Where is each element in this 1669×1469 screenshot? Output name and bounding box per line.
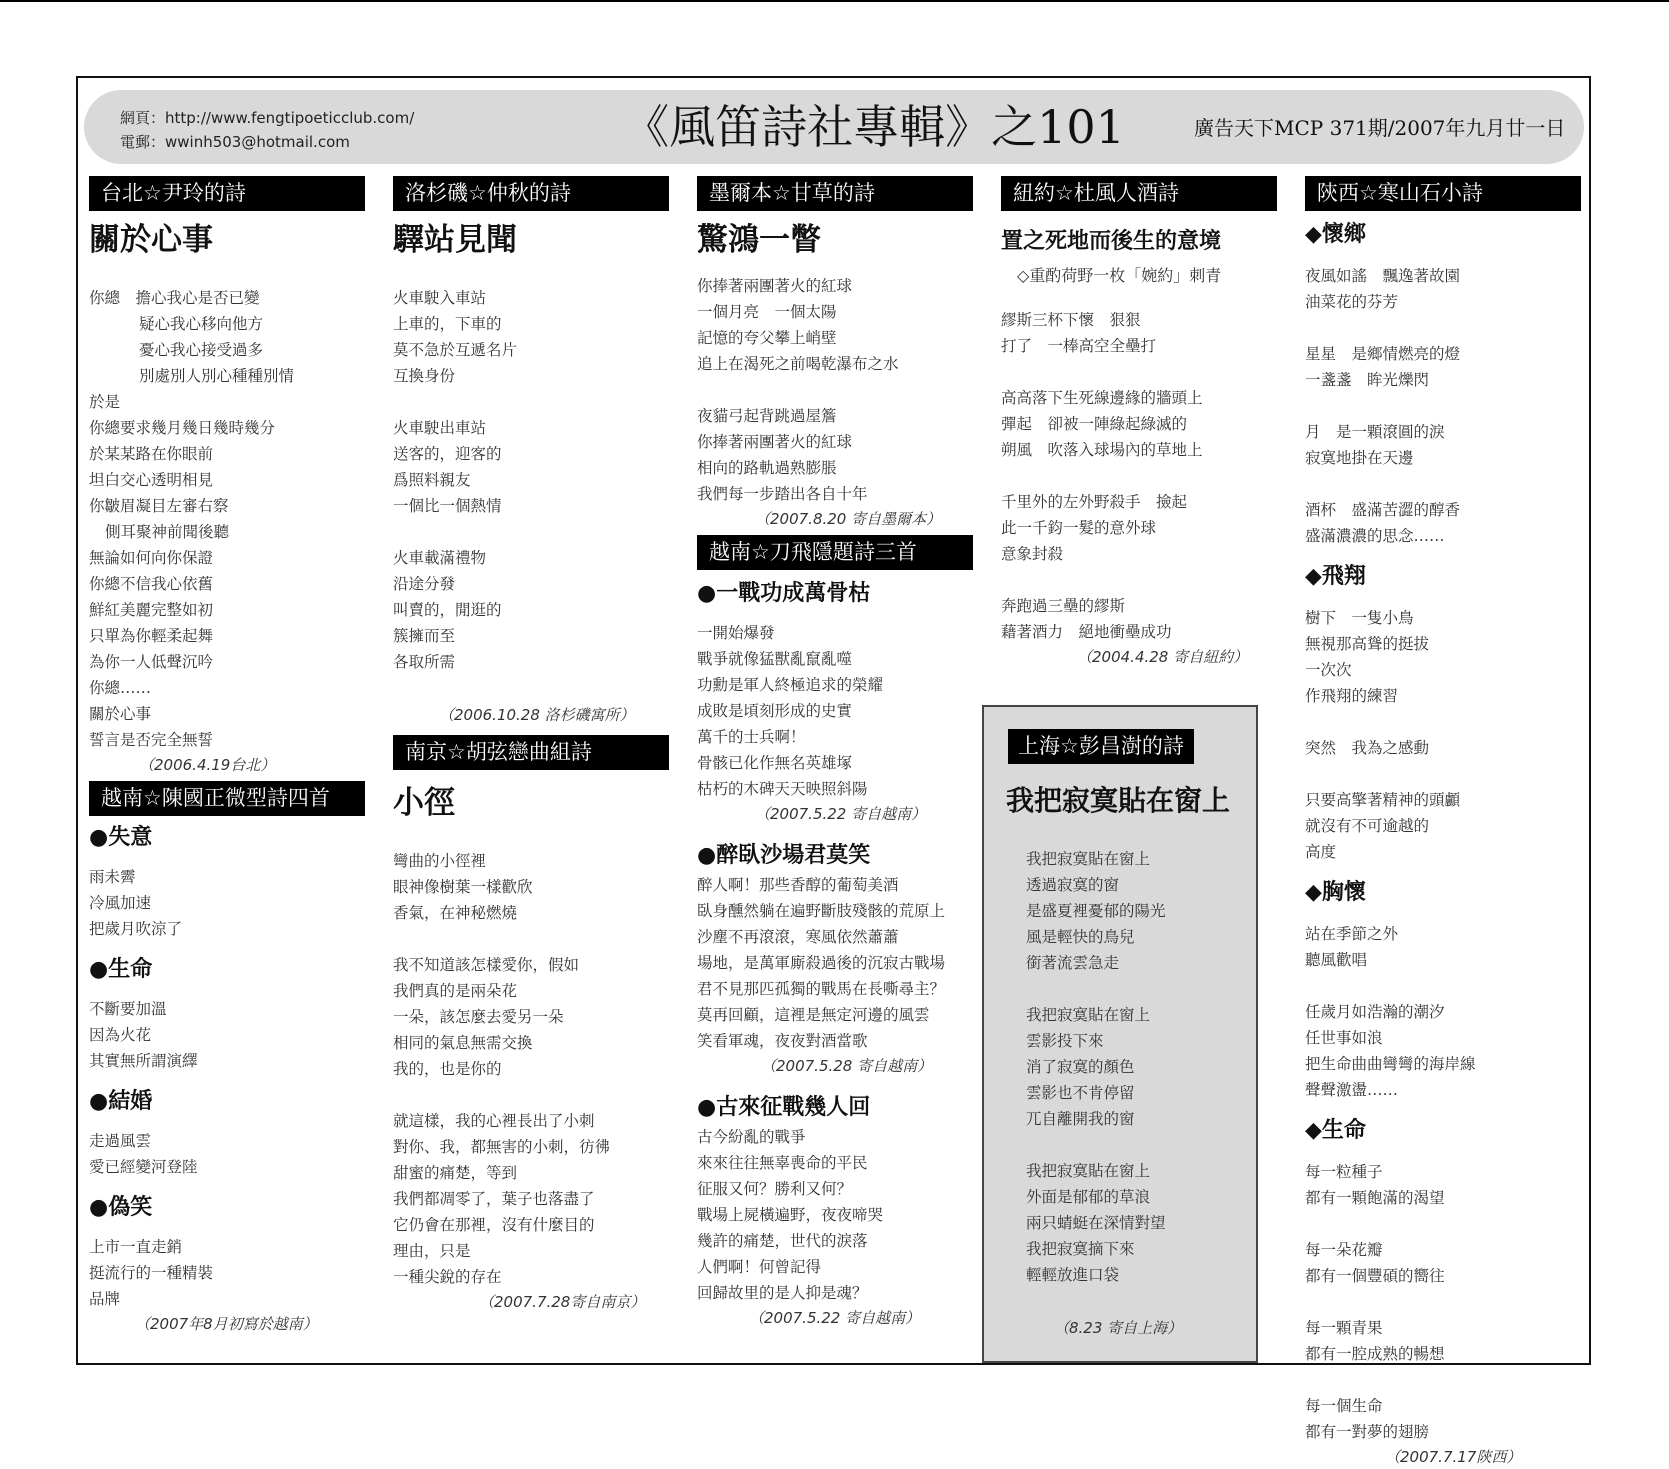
poem-line: 都有一個豐碩的嚮往 — [1305, 1267, 1445, 1285]
stanza-gap — [393, 1082, 669, 1108]
poem-body — [89, 864, 365, 942]
poem-line: 古今紛亂的戰爭 — [697, 1128, 806, 1146]
poem-line: 千里外的左外野殺手 撿起 — [1001, 493, 1188, 511]
stanza-gap — [1305, 1211, 1581, 1237]
poem-signature: （2007.7.28寄自南京） — [479, 1293, 646, 1311]
website-text: 網頁：http://www.fengtipoeticclub.com/ — [120, 109, 415, 127]
poem-line: 征服又何？勝利又何？ — [697, 1180, 853, 1198]
poem-line: 我把寂寞貼在窗上 — [1026, 850, 1151, 868]
poem-line: 朔風 吹落入球場內的草地上 — [1001, 441, 1203, 459]
poem-line: 每一粒種子 — [1305, 1163, 1383, 1181]
issue-info: 廣告天下MCP 371期/2007年九月廿一日 — [1194, 116, 1566, 140]
poem-line: 回歸故里的是人抑是魂？ — [697, 1284, 868, 1302]
poem-line: 爲照料親友 — [393, 471, 471, 489]
poem-line: 沙塵不再滾滾，寒風依然蕭蕭 — [697, 928, 899, 946]
stanza-gap — [1001, 463, 1277, 489]
poem-body — [1305, 1159, 1581, 1445]
poem-line: 都有一對夢的翅膀 — [1305, 1423, 1430, 1441]
stanza-gap — [1001, 359, 1277, 385]
stanza-gap — [1305, 761, 1581, 787]
poem-line: 你捧著兩團著火的紅球 — [697, 433, 853, 451]
shanghai-box — [982, 705, 1258, 1363]
poem-line: 疑心我心移向他方 — [139, 315, 264, 333]
poem-title: 小徑 — [393, 785, 455, 821]
stanza-gap — [393, 389, 669, 415]
column-shaanxi — [1305, 176, 1581, 1469]
poem-note: ◇重酌荷野一枚「婉約」刺青 — [1017, 266, 1222, 285]
poem-subtitle: ●生命 — [89, 957, 153, 982]
poem-subtitle: ◆胸懷 — [1305, 880, 1366, 905]
poem-line: 你總要求幾月幾日幾時幾分 — [89, 419, 276, 437]
section-heading: 洛杉磯☆仲秋的詩 — [393, 176, 669, 211]
poem-line: 火車駛入車站 — [393, 289, 487, 307]
poem-line: 枯朽的木碑天天映照斜陽 — [697, 780, 868, 798]
column-los-angeles — [393, 176, 669, 1314]
stanza-gap — [1026, 976, 1256, 1002]
poem-line: 星星 是鄉情燃亮的燈 — [1305, 345, 1461, 363]
section-heading: 越南☆刀飛隱題詩三首 — [697, 535, 973, 570]
poem-line: 互換身份 — [393, 367, 456, 385]
poem-line: 銜著流雲急走 — [1026, 954, 1120, 972]
poem-line: 你皺眉凝目左審右察 — [89, 497, 229, 515]
poem-line: 上市一直走銷 — [89, 1238, 183, 1256]
stanza-gap — [1305, 471, 1581, 497]
poem-line: 骨骸已化作無名英雄塚 — [697, 754, 853, 772]
poem-line: 萬千的士兵啊！ — [697, 728, 806, 746]
poem-line: 一開始爆發 — [697, 624, 775, 642]
poem-line: 香氣，在神秘燃燒 — [393, 904, 518, 922]
poem-line: 追上在渴死之前喝乾瀑布之水 — [697, 355, 899, 373]
section-heading: 南京☆胡弦戀曲組詩 — [393, 735, 669, 770]
poem-line: 外面是郁郁的草浪 — [1026, 1188, 1151, 1206]
poem-body — [697, 620, 973, 802]
poem-line: 相向的路軌過熟膨脹 — [697, 459, 837, 477]
poem-line: 我把寂寞貼在窗上 — [1026, 1006, 1151, 1024]
poem-line: 站在季節之外 — [1305, 925, 1399, 943]
poem-line: 樹下 一隻小鳥 — [1305, 609, 1414, 627]
poem-line: 憂心我心接受過多 — [139, 341, 264, 359]
poem-line: 挺流行的一種精裝 — [89, 1264, 214, 1282]
poem-line: 雨未霽 — [89, 868, 136, 886]
poem-line: 作飛翔的練習 — [1305, 687, 1399, 705]
poem-line: 莫再回顧，這裡是無定河邊的風雲 — [697, 1006, 930, 1024]
poem-signature: （2007年8月初寫於越南） — [135, 1315, 318, 1333]
poem-line: 繆斯三杯下懷 狠狠 — [1001, 311, 1141, 329]
poem-line: 冷風加速 — [89, 894, 152, 912]
poem-line: 醉人啊！那些香醇的葡萄美酒 — [697, 876, 899, 894]
poem-line: 我的，也是你的 — [393, 1060, 502, 1078]
poem-line: 我們都凋零了，葉子也落盡了 — [393, 1190, 595, 1208]
stanza-gap — [697, 377, 973, 403]
poem-line: 高高落下生死線邊緣的牆頭上 — [1001, 389, 1203, 407]
poem-line: 每一顆青果 — [1305, 1319, 1383, 1337]
poem-line: 月 是一顆滾圓的淚 — [1305, 423, 1445, 441]
poem-signature: （2006.4.19台北） — [139, 756, 276, 774]
section-heading: 台北☆尹玲的詩 — [89, 176, 365, 211]
poem-line: 雲影也不肯停留 — [1026, 1084, 1135, 1102]
poem-line: 因為火花 — [89, 1026, 152, 1044]
poem-body — [89, 285, 365, 753]
stanza-gap — [393, 926, 669, 952]
poem-body — [89, 996, 365, 1074]
poem-line: 別處別人別心種種別情 — [139, 367, 295, 385]
column-new-york — [1001, 176, 1277, 669]
poem-title: 關於心事 — [89, 222, 213, 258]
poem-body — [89, 1128, 365, 1180]
poem-line: 眼神像樹葉一樣歡欣 — [393, 878, 533, 896]
poem-signature: （2007.5.22 寄自越南） — [755, 805, 927, 823]
poem-line: 此一千鈞一髮的意外球 — [1001, 519, 1157, 537]
poem-line: 是盛夏裡憂郁的陽光 — [1026, 902, 1166, 920]
poem-line: 彈起 卻被一陣綠起綠滅的 — [1001, 415, 1188, 433]
poem-line: 我們每一步踏出各自十年 — [697, 485, 868, 503]
poem-body — [697, 273, 973, 507]
stanza-gap — [1305, 315, 1581, 341]
poem-body — [393, 848, 669, 1290]
poem-subtitle: ●偽笑 — [89, 1195, 153, 1220]
poem-line: 打了 一棒高空全壘打 — [1001, 337, 1157, 355]
poem-subtitle: ◆飛翔 — [1305, 564, 1366, 589]
stanza-gap — [1026, 1132, 1256, 1158]
poem-line: 功勳是軍人終極追求的榮耀 — [697, 676, 884, 694]
poem-line: 寂寞地掛在天邊 — [1305, 449, 1414, 467]
poem-line: 來來往往無辜喪命的平民 — [697, 1154, 868, 1172]
poem-line: 火車載滿禮物 — [393, 549, 487, 567]
poem-line: 理由，只是 — [393, 1242, 471, 1260]
poem-signature: （2004.4.28 寄自紐約） — [1077, 648, 1249, 666]
poem-line: 愛已經變河登陸 — [89, 1158, 198, 1176]
section-heading: 越南☆陳國正微型詩四首 — [89, 781, 365, 816]
poem-line: 每一朵花瓣 — [1305, 1241, 1383, 1259]
poem-subtitle: ◆生命 — [1305, 1118, 1366, 1143]
contact-info — [120, 106, 414, 154]
poem-line: 酒杯 盛滿苦澀的醇香 — [1305, 501, 1461, 519]
poem-body — [1305, 263, 1581, 549]
poem-line: 只單為你輕柔起舞 — [89, 627, 214, 645]
poem-line: 一朵，該怎麼去愛另一朵 — [393, 1008, 564, 1026]
poem-line: 其實無所謂演繹 — [89, 1052, 198, 1070]
poem-signature: （2007.5.28 寄自越南） — [761, 1057, 933, 1075]
poem-body — [1026, 846, 1256, 1288]
poem-line: 人們啊！何曾記得 — [697, 1258, 822, 1276]
poem-line: 於某某路在你眼前 — [89, 445, 214, 463]
poem-subtitle: ◆懷鄉 — [1305, 222, 1366, 247]
poem-title: 驛站見聞 — [393, 222, 517, 258]
poem-line: 沿途分發 — [393, 575, 456, 593]
poem-signature: （2006.10.28 洛杉磯寓所） — [439, 706, 635, 724]
stanza-gap — [393, 519, 669, 545]
poem-subtitle: ●一戰功成萬骨枯 — [697, 581, 871, 606]
poem-line: 戰場上屍橫遍野，夜夜啼哭 — [697, 1206, 884, 1224]
poem-line: 側耳聚神前聞後聽 — [105, 523, 230, 541]
poem-line: 高度 — [1305, 843, 1337, 861]
poem-line: 奔跑過三壘的繆斯 — [1001, 597, 1126, 615]
poem-line: 鮮紅美麗完整如初 — [89, 601, 214, 619]
poem-body — [1305, 921, 1581, 1103]
section-heading: 墨爾本☆甘草的詩 — [697, 176, 973, 211]
poem-line: 你捧著兩團著火的紅球 — [697, 277, 853, 295]
poem-line: 成敗是頃刻形成的史實 — [697, 702, 853, 720]
poem-title: 置之死地而後生的意境 — [1001, 228, 1222, 254]
email-text: 電郵：wwinh503@hotmail.com — [120, 133, 350, 151]
poem-line: 坦白交心透明相見 — [89, 471, 214, 489]
poem-line: 我把寂寞摘下來 — [1026, 1240, 1135, 1258]
poem-line: 於是 — [89, 393, 121, 411]
poem-subtitle: ●古來征戰幾人回 — [697, 1095, 871, 1120]
page-title: 《風笛詩社專輯》之101 — [623, 100, 1125, 154]
poem-line: 把生命曲曲彎彎的海岸線 — [1305, 1055, 1476, 1073]
poem-signature: （2007.7.17陝西） — [1385, 1448, 1522, 1466]
poem-line: 一個月亮 一個太陽 — [697, 303, 837, 321]
poem-line: 叫賣的，閒逛的 — [393, 601, 502, 619]
poem-line: 每一個生命 — [1305, 1397, 1383, 1415]
poem-subtitle: ●失意 — [89, 825, 153, 850]
poem-line: 就這樣，我的心裡長出了小刺 — [393, 1112, 595, 1130]
section-heading: 陝西☆寒山石小詩 — [1305, 176, 1581, 211]
poem-subtitle: ●結婚 — [89, 1089, 153, 1114]
poem-line: 盛滿濃濃的思念…… — [1305, 527, 1445, 545]
poem-line: 火車駛出車站 — [393, 419, 487, 437]
poem-body — [697, 872, 973, 1054]
poem-line: 你總不信我心依舊 — [89, 575, 214, 593]
poem-line: 不斷要加溫 — [89, 1000, 167, 1018]
poem-line: 品牌 — [89, 1290, 121, 1308]
poem-line: 把歲月吹涼了 — [89, 920, 183, 938]
stanza-gap — [1305, 393, 1581, 419]
section-heading: 上海☆彭昌澍的詩 — [1008, 729, 1194, 764]
poem-line: 油菜花的芬芳 — [1305, 293, 1399, 311]
poem-line: 都有一腔成熟的暢想 — [1305, 1345, 1445, 1363]
poem-line: 相同的氣息無需交換 — [393, 1034, 533, 1052]
poem-line: 消了寂寞的顏色 — [1026, 1058, 1135, 1076]
poem-signature: （2007.5.22 寄自越南） — [749, 1309, 921, 1327]
poem-line: 只要高擎著精神的頭顱 — [1305, 791, 1461, 809]
poem-body — [697, 1124, 973, 1306]
stanza-gap — [1305, 973, 1581, 999]
column-taipei — [89, 176, 365, 1336]
poem-body — [1001, 307, 1277, 645]
poem-line: 意象封殺 — [1001, 545, 1064, 563]
poem-line: 誓言是否完全無誓 — [89, 731, 214, 749]
stanza-gap — [1305, 1289, 1581, 1315]
stanza-gap — [1305, 709, 1581, 735]
poem-line: 兀自離開我的窗 — [1026, 1110, 1135, 1128]
poem-line: 君不見那匹孤獨的戰馬在長嘶尋主？ — [697, 980, 946, 998]
poem-line: 幾許的痛楚，世代的淚落 — [697, 1232, 868, 1250]
poem-line: 兩只蜻蜓在深情對望 — [1026, 1214, 1166, 1232]
poem-line: 聲聲激盪…… — [1305, 1081, 1399, 1099]
poem-line: 我們真的是兩朵花 — [393, 982, 518, 1000]
poem-line: 聽風歡唱 — [1305, 951, 1368, 969]
poem-line: 一次次 — [1305, 661, 1352, 679]
poem-line: 任歲月如浩瀚的潮汐 — [1305, 1003, 1445, 1021]
poem-line: 風是輕快的鳥兒 — [1026, 928, 1135, 946]
poem-line: 一個比一個熱情 — [393, 497, 502, 515]
poem-line: 各取所需 — [393, 653, 456, 671]
stanza-gap — [1001, 567, 1277, 593]
poem-line: 無論如何向你保證 — [89, 549, 214, 567]
poem-line: 藉著酒力 絕地衝壘成功 — [1001, 623, 1172, 641]
poem-line: 你總 擔心我心是否已變 — [89, 289, 260, 307]
poem-body — [89, 1234, 365, 1312]
column-melbourne — [697, 176, 973, 1330]
poem-signature: （8.23 寄自上海） — [1054, 1319, 1183, 1337]
section-heading: 紐約☆杜風人酒詩 — [1001, 176, 1277, 211]
poem-line: 簇擁而至 — [393, 627, 456, 645]
poem-signature: （2007.8.20 寄自墨爾本） — [755, 510, 942, 528]
poem-line: 笑看軍魂，夜夜對酒當歌 — [697, 1032, 868, 1050]
poem-line: 臥身醺然躺在遍野斷肢殘骸的荒原上 — [697, 902, 946, 920]
poem-line: 一種尖銳的存在 — [393, 1268, 502, 1286]
poem-line: 任世事如浪 — [1305, 1029, 1383, 1047]
poem-line: 無視那高聳的挺拔 — [1305, 635, 1430, 653]
top-rule — [0, 0, 1669, 2]
poem-line: 對你、我，都無害的小刺，彷彿 — [393, 1138, 611, 1156]
poem-line: 甜蜜的痛楚，等到 — [393, 1164, 518, 1182]
poem-body — [393, 285, 669, 675]
poem-line: 我把寂寞貼在窗上 — [1026, 1162, 1151, 1180]
poem-line: 記憶的夸父攀上峭壁 — [697, 329, 837, 347]
poem-line: 都有一顆飽滿的渴望 — [1305, 1189, 1445, 1207]
poem-line: 夜風如謠 飄逸著故園 — [1305, 267, 1461, 285]
poem-title: 我把寂寞貼在窗上 — [1006, 784, 1231, 817]
header-banner — [84, 90, 1584, 164]
poem-line: 關於心事 — [89, 705, 152, 723]
poem-body — [1305, 605, 1581, 865]
poem-line: 場地，是萬軍廝殺過後的沉寂古戰場 — [697, 954, 946, 972]
poem-line: 夜貓弓起背跳過屋簷 — [697, 407, 837, 425]
poem-line: 突然 我為之感動 — [1305, 739, 1430, 757]
stanza-gap — [1305, 1367, 1581, 1393]
poem-line: 你總…… — [89, 679, 152, 697]
poem-line: 透過寂寞的窗 — [1026, 876, 1120, 894]
poem-line: 雲影投下來 — [1026, 1032, 1104, 1050]
poem-line: 為你一人低聲沉吟 — [89, 653, 214, 671]
poem-line: 就沒有不可逾越的 — [1305, 817, 1430, 835]
poem-line: 它仍會在那裡，沒有什麼目的 — [393, 1216, 595, 1234]
poem-line: 莫不急於互遞名片 — [393, 341, 518, 359]
poem-line: 戰爭就像猛獸亂竄亂噬 — [697, 650, 853, 668]
poem-line: 上車的，下車的 — [393, 315, 502, 333]
poem-line: 彎曲的小徑裡 — [393, 852, 487, 870]
poem-subtitle: ●醉臥沙場君莫笑 — [697, 843, 871, 868]
poem-line: 一盞盞 眸光爍閃 — [1305, 371, 1430, 389]
poem-line: 輕輕放進口袋 — [1026, 1266, 1120, 1284]
poem-line: 我不知道該怎樣愛你，假如 — [393, 956, 580, 974]
poem-title: 驚鴻一瞥 — [697, 222, 821, 258]
poem-line: 送客的，迎客的 — [393, 445, 502, 463]
poem-line: 走過風雲 — [89, 1132, 152, 1150]
